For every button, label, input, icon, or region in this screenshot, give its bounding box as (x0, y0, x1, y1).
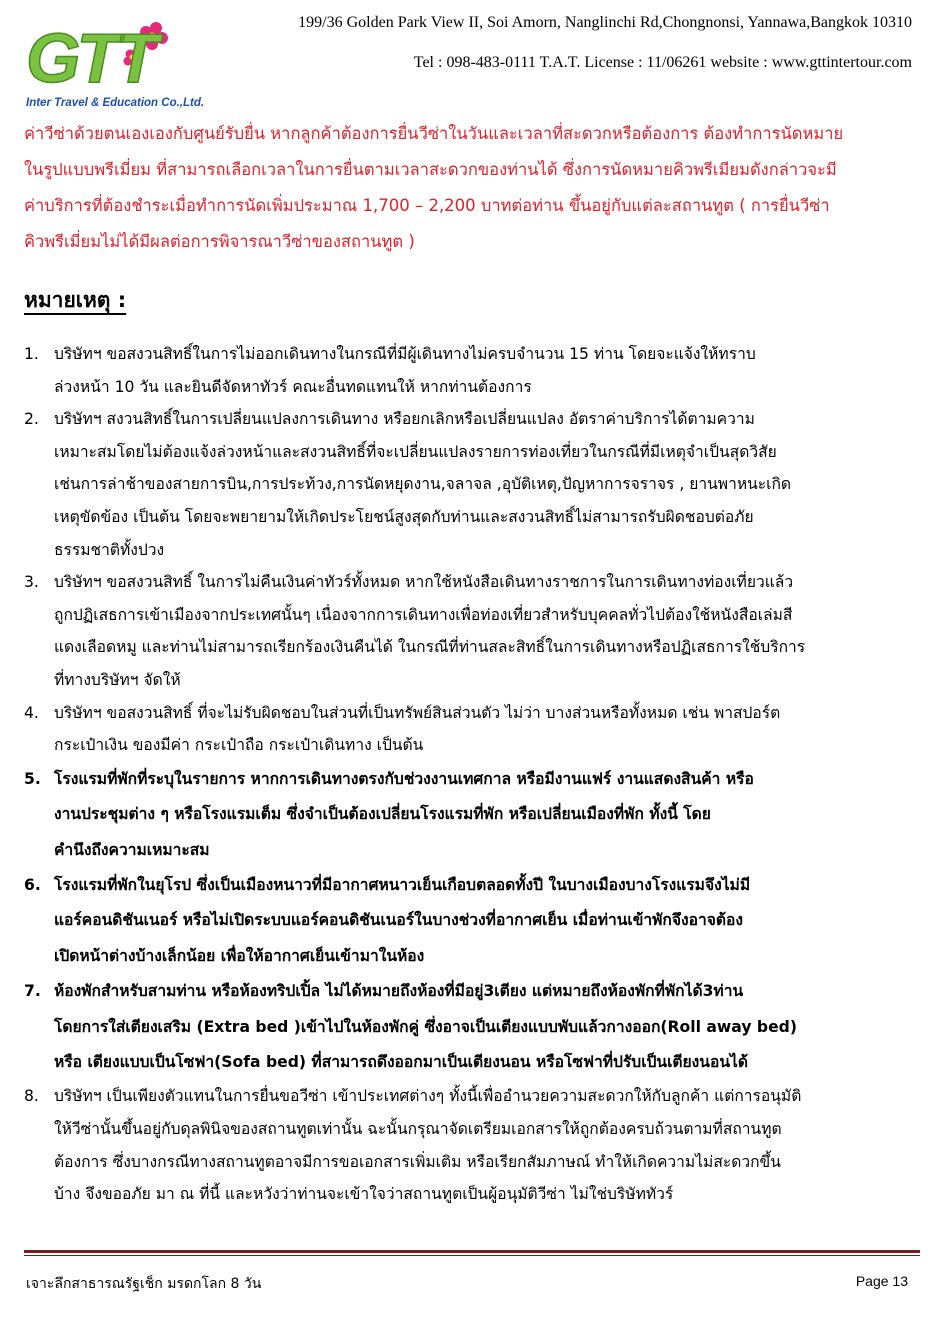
remark-item (24, 566, 928, 696)
remark-item (24, 697, 928, 762)
visa-premium-notice (24, 116, 928, 260)
remark-line: งานประชุมต่าง ๆ หรือโรงแรมเต็ม ซึ่งจำเป็นต้องเปลี่ยนโรงแรมที่พัก หรือเปลี่ยนเมืองที่พัก ทั้งนี้ โดย (54, 805, 711, 824)
remark-line: เหมาะสมโดยไม่ต้องแจ้งล่วงหน้าและสงวนสิทธิ์ที่จะเปลี่ยนแปลงรายการท่องเที่ยวในกรณีที่มีเหตุจำเป็นสุดวิสัย (54, 442, 777, 461)
remark-number: 5. (24, 769, 41, 788)
remark-item (24, 974, 928, 1080)
remark-line: ล่วงหน้า 10 วัน และยินดีจัดหาทัวร์ คณะอื่นทดแทนให้ หากท่านต้องการ (54, 377, 532, 396)
intro-line: ค่าบริการที่ต้องชำระเมื่อทำการนัดเพิ่มประมาณ 1,700 – 2,200 บาทต่อท่าน ขึ้นอยู่กับแต่ละสถานทูต ( การยื่นวีซ่า (24, 196, 830, 215)
company-contact: Tel : 098-483-0111 T.A.T. License : 11/06261 website : www.gttintertour.com (413, 54, 912, 71)
footer-divider (24, 1250, 920, 1253)
footer-tour-name: เจาะลึกสาธารณรัฐเช็ก มรดกโลก 8 วัน (26, 1276, 262, 1292)
remark-line: ห้องพักสำหรับสามท่าน หรือห้องทริปเปิ้ล ไม่ได้หมายถึงห้องที่มีอยู่3เตียง แต่หมายถึงห้องพักที่พักได้3ท่าน (54, 982, 744, 1001)
remark-number: 2. (24, 410, 39, 429)
remark-line: ถูกปฏิเสธการเข้าเมืองจากประเทศนั้นๆ เนื่องจากการเดินทางเพื่อท่องเที่ยวสำหรับบุคคลทั่วไปต้องใช้หนังสือเล่มสี (54, 605, 793, 624)
remark-line: บริษัทฯ เป็นเพียงตัวแทนในการยื่นขอวีซ่า เข้าประเทศต่างๆ ทั้งนี้เพื่ออำนวยความสะดวกให้กับลูกค้า แต่การอนุมัติ (54, 1087, 802, 1106)
intro-line: ค่าวีซ่าด้วยตนเองเองกับศูนย์รับยื่น หากลูกค้าต้องการยื่นวีซ่าในวันและเวลาที่สะดวกหรือต้องการ ต้องทำการนัดหมาย (24, 124, 844, 143)
remark-line: เหตุขัดข้อง เป็นต้น โดยจะพยายามให้เกิดประโยชน์สูงสุดกับท่านและสงวนสิทธิ์ไม่สามารถรับผิดชอบต่อภัย (54, 507, 754, 526)
intro-line: ในรูปแบบพรีเมี่ยม ที่สามารถเลือกเวลาในการยื่นตามเวลาสะดวกของท่านได้ ซึ่งการนัดหมายคิวพรีเมียมดังกล่าวจะมี (24, 160, 837, 179)
page-number: Page 13 (855, 1273, 908, 1289)
remark-number: 8. (24, 1087, 39, 1106)
company-logo (22, 8, 205, 112)
footer-divider-thin (24, 1255, 920, 1256)
remark-line: หรือ เตียงแบบเป็นโซฟา(Sofa bed) ที่สามารถดึงออกมาเป็นเตียงนอน หรือโซฟาที่ปรับเป็นเตียงนอนได้ (54, 1052, 748, 1071)
remark-number: 6. (24, 875, 41, 894)
remark-line: โรงแรมที่พักในยุโรป ซึ่งเป็นเมืองหนาวที่มีอากาศหนาวเย็นเกือบตลอดทั้งปี ในบางเมืองบางโรงแรมจึงไม่มี (54, 875, 751, 894)
remark-item (24, 1080, 928, 1210)
remark-item (24, 762, 928, 868)
company-address: 199/36 Golden Park View II, Soi Amorn, Nanglinchi Rd,Chongnonsi, Yannawa,Bangkok 10310 (298, 14, 912, 31)
remark-line: กระเป๋าเงิน ของมีค่า กระเป๋าถือ กระเป๋าเดินทาง เป็นต้น (54, 736, 424, 755)
remarks-list (24, 338, 928, 1211)
logo-text: GTT (26, 19, 154, 97)
remark-line: บ้าง จึงขออภัย มา ณ ที่นี้ และหวังว่าท่านจะเข้าใจว่าสถานทูตเป็นผู้อนุมัติวีซ่า ไม่ใช่บริษัททัวร์ (54, 1185, 674, 1204)
remark-line: ต้องการ ซึ่งบางกรณีทางสถานทูตอาจมีการขอเอกสารเพิ่มเติม หรือเรียกสัมภาษณ์ ทำให้เกิดความไม่สะดวกขึ้น (54, 1152, 781, 1171)
remark-line: เช่นการล่าช้าของสายการบิน,การประท้วง,การนัดหยุดงาน,จลาจล ,อุบัติเหตุ,ปัญหาการจราจร , ยานพาหนะเกิด (54, 475, 792, 494)
intro-line: คิวพรีเมี่ยมไม่ได้มีผลต่อการพิจารณาวีซ่าของสถานทูต ) (24, 232, 415, 251)
remark-line: คำนึงถึงความเหมาะสม (54, 840, 210, 859)
remark-line: ที่ทางบริษัทฯ จัดให้ (54, 670, 181, 689)
remark-line: บริษัทฯ ขอสงวนสิทธิ์ ในการไม่คืนเงินค่าทัวร์ทั้งหมด หากใช้หนังสือเดินทางราชการในการเดินทางท่องเที่ยวแล้ว (54, 573, 794, 592)
remark-line: เปิดหน้าต่างบ้างเล็กน้อย เพื่อให้อากาศเย็นเข้ามาในห้อง (54, 946, 425, 965)
remark-number: 4. (24, 703, 39, 722)
remark-item (24, 338, 928, 403)
remark-line: แดงเลือดหมู และท่านไม่สามารถเรียกร้องเงินคืนได้ ในกรณีที่ท่านสละสิทธิ์ในการเดินทางหรือปฏิเสธการใช้บริการ (54, 638, 806, 657)
remark-line: บริษัทฯ สงวนสิทธิ์ในการเปลี่ยนแปลงการเดินทาง หรือยกเลิกหรือเปลี่ยนแปลง อัตราค่าบริการได้ตามความ (54, 410, 755, 429)
remark-line: โรงแรมที่พักที่ระบุในรายการ หากการเดินทางตรงกับช่วงงานเทศกาล หรือมีงานแฟร์ งานแสดงสินค้า หรือ (54, 769, 754, 788)
page-header (0, 0, 950, 118)
remarks-heading: หมายเหตุ : (24, 288, 127, 312)
remark-number: 1. (24, 345, 39, 363)
remark-line: แอร์คอนดิชันเนอร์ หรือไม่เปิดระบบแอร์คอนดิชันเนอร์ในบางช่วงที่อากาศเย็น เมื่อท่านเข้าพักจึงอาจต้อง (54, 911, 743, 930)
remark-line: โดยการใส่เตียงเสริม (Extra bed )เข้าไปในห้องพักคู่ ซึ่งอาจเป็นเตียงแบบพับแล้วกางออก(Roll away bed) (54, 1017, 797, 1036)
logo-subtitle: Inter Travel & Education Co.,Ltd. (26, 97, 205, 109)
remark-line: ให้วีซ่านั้นขึ้นอยู่กับดุลพินิจของสถานทูตเท่านั้น ฉะนั้นกรุณาจัดเตรียมเอกสารให้ถูกต้องครบถ้วนตามที่สถานทูต (54, 1119, 782, 1138)
remark-number: 7. (24, 982, 41, 1001)
remark-item (24, 868, 928, 974)
remark-item (24, 403, 928, 566)
remark-number: 3. (24, 573, 39, 592)
remark-line: ธรรมชาติทั้งปวง (54, 540, 165, 559)
remark-line: บริษัทฯ ขอสงวนสิทธิ์ ที่จะไม่รับผิดชอบในส่วนที่เป็นทรัพย์สินส่วนตัว ไม่ว่า บางส่วนหรือทั้งหมด เช่น พาสปอร์ต (54, 703, 781, 722)
remark-line: บริษัทฯ ขอสงวนสิทธิ์ในการไม่ออกเดินทางในกรณีที่มีผู้เดินทางไม่ครบจำนวน 15 ท่าน โดยจะแจ้งให้ทราบ (54, 345, 756, 363)
